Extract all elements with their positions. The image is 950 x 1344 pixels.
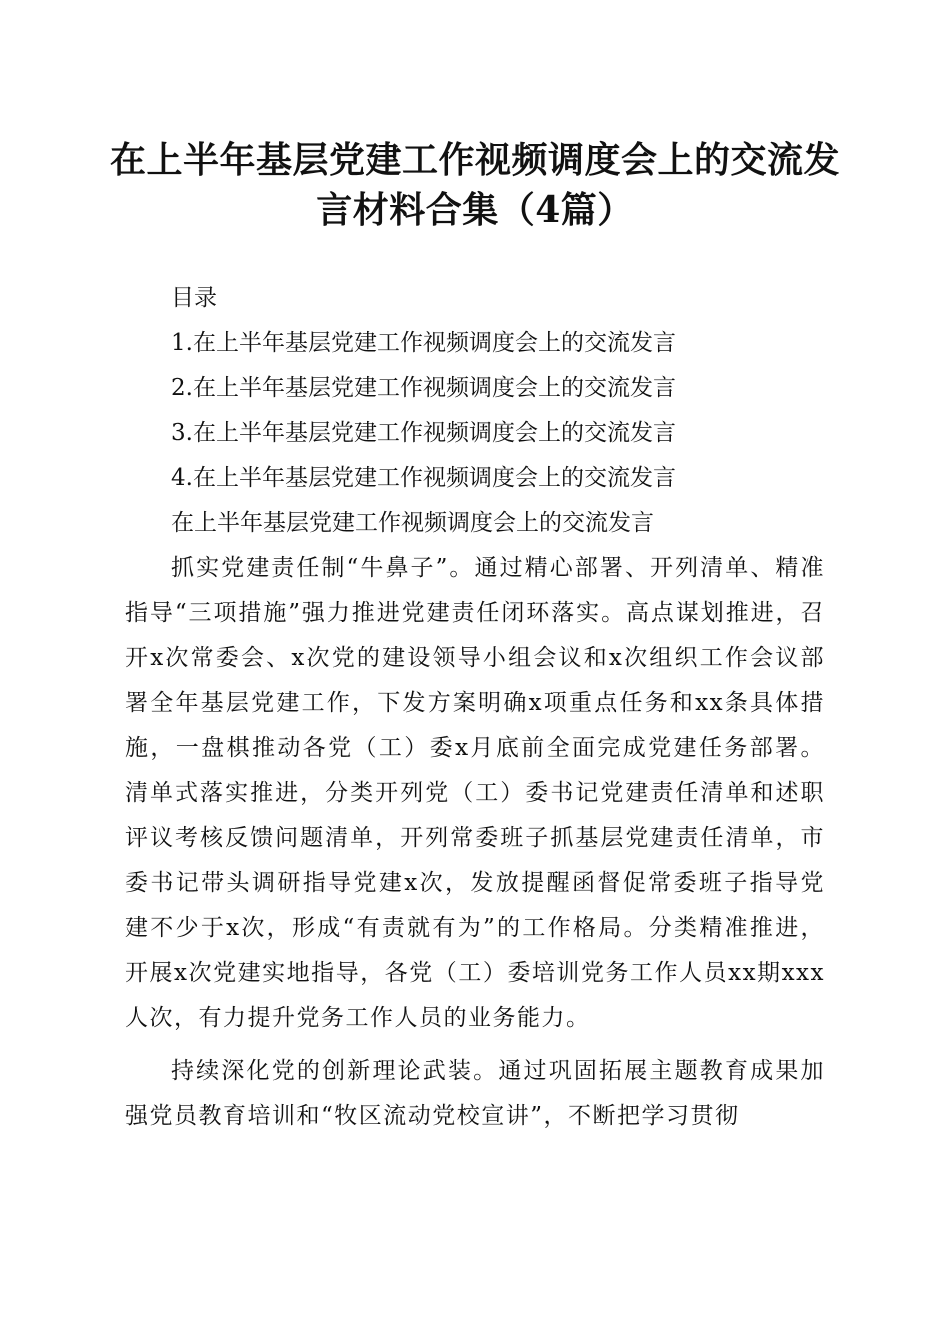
- toc-item: 4.在上半年基层党建工作视频调度会上的交流发言: [171, 465, 676, 491]
- toc-item: 2.在上半年基层党建工作视频调度会上的交流发言: [171, 375, 676, 401]
- toc-item: 3.在上半年基层党建工作视频调度会上的交流发言: [171, 420, 676, 446]
- document-title: [100, 135, 850, 235]
- title-line-2: 言材料合集（4篇）: [316, 189, 634, 231]
- toc-item: 1.在上半年基层党建工作视频调度会上的交流发言: [171, 330, 676, 356]
- document-body: [125, 546, 825, 1139]
- paragraph: 抓实党建责任制“牛鼻子”。通过精心部署、开列清单、精准指导“三项措施”强力推进党建责任闭环落实。高点谋划推进，召开x次常委会、x次党的建设领导小组会议和x次组织工作会议部署全年基层党建工作，下发方案明确x项重点任务和xx条具体措施，一盘棋推动各党（工）委x月底前全面完成党建任务部署。清单式落实推进，分类开列党（工）委书记党建责任清单和述职评议考核反馈问题清单，开列常委班子抓基层党建责任清单，市委书记带头调研指导党建x次，发放提醒函督促常委班子指导党建不少于x次，形成“有责就有为”的工作格局。分类精准推进，开展x次党建实地指导，各党（工）委培训党务工作人员xx期xxx人次，有力提升党务工作人员的业务能力。: [125, 555, 825, 1031]
- section-title: 在上半年基层党建工作视频调度会上的交流发言: [171, 510, 654, 536]
- toc-heading: 目录: [171, 285, 217, 311]
- title-line-1: 在上半年基层党建工作视频调度会上的交流发: [109, 139, 840, 181]
- table-of-contents: [125, 276, 825, 546]
- paragraph: 持续深化党的创新理论武装。通过巩固拓展主题教育成果加强党员教育培训和“牧区流动党校宣讲”，不断把学习贯彻: [125, 1058, 825, 1129]
